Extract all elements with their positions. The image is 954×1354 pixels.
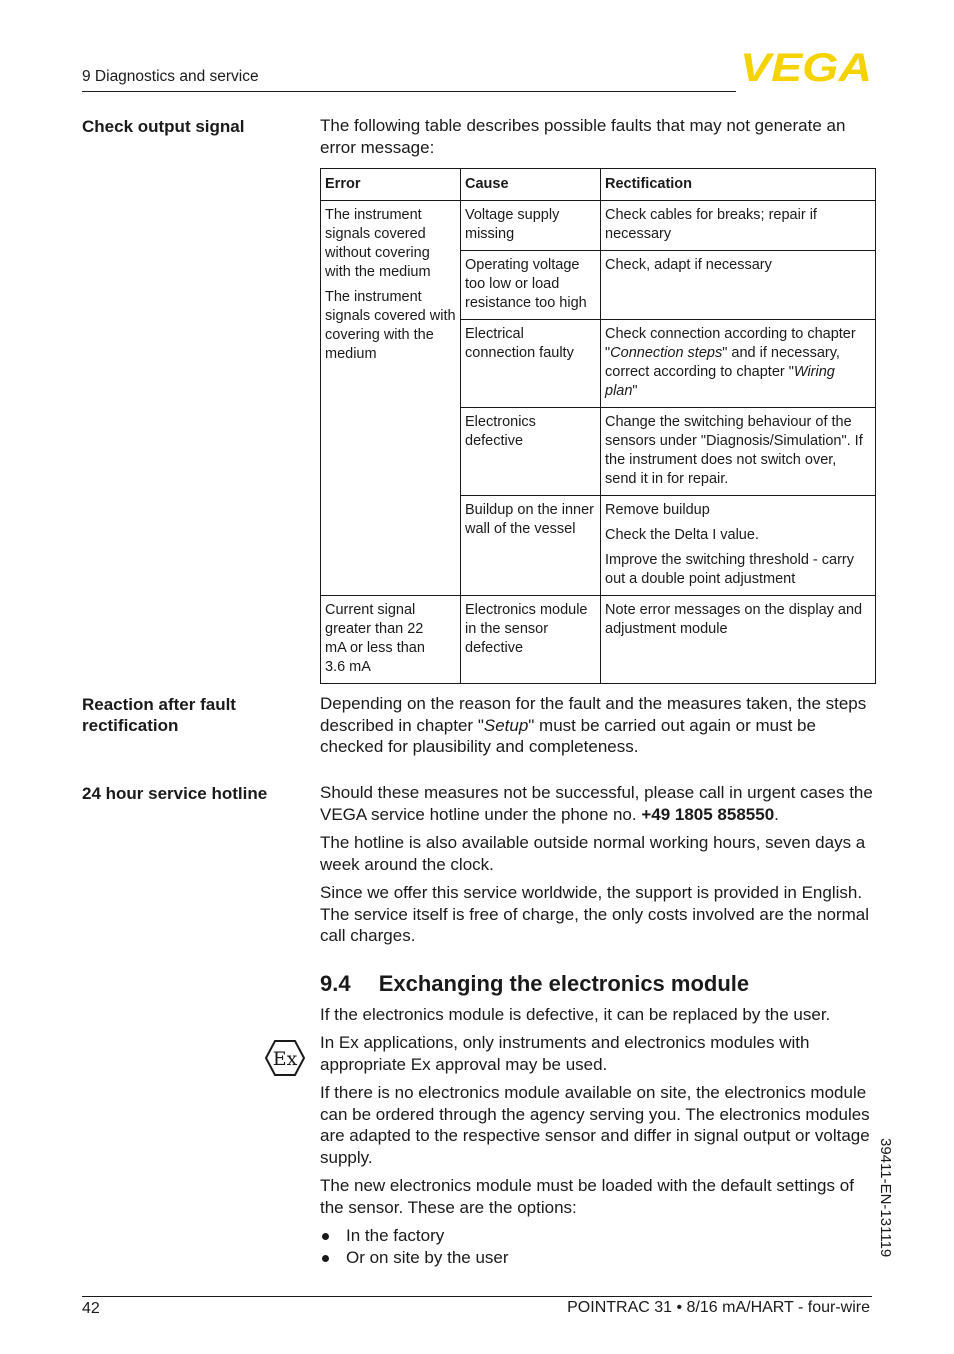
section-title: Exchanging the electronics module: [378, 971, 750, 996]
error-cell-covered: [321, 201, 461, 596]
error-cell-current: Current signal greater than 22 mA or less than 3.6 mA: [321, 596, 461, 684]
check-output-intro: The following table describes possible faults that may not generate an error message:: [320, 116, 846, 157]
hotline-paragraph: [320, 782, 880, 825]
hotline-paragraph: The hotline is also available outside normal working hours, seven days a week around the clock.: [320, 833, 866, 874]
reaction-label: Reaction after fault rectification: [82, 695, 236, 735]
footer-rule: [82, 1296, 872, 1297]
ex-symbol-text: Ex: [272, 1048, 298, 1070]
chapter-reference: Setup: [483, 715, 529, 735]
section-9-4-intro: If the electronics module is defective, it can be replaced by the user.: [320, 1005, 831, 1024]
fix-cell: Change the switching behaviour of the sensors under "Diagnosis/Simulation". If the instrument does not switch over, send it in for repair.: [601, 408, 876, 496]
fix-step: Remove buildup: [605, 502, 710, 518]
header-error: Error: [321, 169, 461, 201]
footer-product: POINTRAC 31 • 8/16 mA/HART - four-wire: [567, 1299, 870, 1316]
fix-text: ": [632, 383, 638, 399]
cause-cell: Voltage supply missing: [461, 201, 601, 251]
section-9-4-body: [320, 1032, 876, 1269]
hotline-phone-number: +49 1805 858550: [641, 804, 775, 824]
hotline-text-part: .: [774, 804, 779, 824]
page-number: 42: [82, 1300, 100, 1317]
hotline-label: 24 hour service hotline: [82, 784, 268, 803]
check-output-label: Check output signal: [82, 117, 245, 136]
fix-cell: Check, adapt if necessary: [601, 251, 876, 320]
ex-hexagon-icon: [264, 1039, 306, 1082]
cause-cell: Electronics module in the sensor defective: [461, 596, 601, 684]
fix-step: Improve the switching threshold - carry out a double point adjustment: [605, 552, 855, 587]
header-cause: Cause: [461, 169, 601, 201]
section-number: 9.4: [320, 971, 351, 996]
table-row: [321, 596, 876, 684]
header-rule: [82, 91, 736, 92]
vega-logo: [740, 50, 874, 91]
fix-cell: Check cables for breaks; repair if necessary: [601, 201, 876, 251]
options-list: [320, 1225, 876, 1269]
table-header-row: [321, 169, 876, 201]
cause-cell: Electrical connection faulty: [461, 320, 601, 408]
fix-cell: [601, 320, 876, 408]
fix-text: " and if necessary, correct according to chapter ": [605, 345, 840, 380]
section-heading: [320, 970, 749, 998]
chapter-reference: Wiring plan: [605, 364, 835, 399]
header-rectification: Rectification: [601, 169, 876, 201]
vega-logo-text: VEGA: [740, 50, 872, 86]
hotline-paragraph: Since we offer this service worldwide, the support is provided in English. The service itself is free of charge, the only costs involved are the normal call charges.: [320, 883, 869, 945]
error-text: The instrument signals covered with covering with the medium: [325, 289, 456, 362]
ex-note-paragraph: In Ex applications, only instruments and electronics modules with appropriate Ex approval may be used.: [320, 1033, 810, 1074]
header-section-title: 9 Diagnostics and service: [82, 68, 259, 85]
fault-table: [320, 168, 876, 684]
fix-cell: Note error messages on the display and adjustment module: [601, 596, 876, 684]
table-row: [321, 201, 876, 251]
reaction-text-part: Depending on the reason for the fault and the measures taken, the steps described in chapter ": [320, 694, 867, 735]
fix-cell: [601, 496, 876, 596]
cause-cell: Electronics defective: [461, 408, 601, 496]
reaction-text: [320, 693, 880, 758]
section-paragraph: If there is no electronics module available on site, the electronics module can be ordered through the agency serving you. The electronics modules are adapted to the respective sensor and differ in signal output or voltage supply.: [320, 1083, 870, 1167]
cause-cell: Buildup on the inner wall of the vessel: [461, 496, 601, 596]
chapter-reference: Connection steps: [610, 345, 723, 361]
section-paragraph: The new electronics module must be loaded with the default settings of the sensor. These are the options:: [320, 1176, 854, 1217]
fix-step: Check the Delta I value.: [605, 527, 759, 543]
fix-text: Check connection according to chapter ": [605, 326, 856, 361]
list-item: Or on site by the user: [320, 1247, 876, 1269]
document-code: 39411-EN-131119: [877, 1138, 894, 1258]
cause-cell: Operating voltage too low or load resistance too high: [461, 251, 601, 320]
error-text: The instrument signals covered without covering with the medium: [325, 207, 431, 280]
reaction-text-part: " must be carried out again or must be checked for plausibility and completeness.: [320, 715, 816, 756]
hotline-text: [320, 782, 880, 954]
hotline-text-part: Should these measures not be successful, please call in urgent cases the VEGA service hotline under the phone no.: [320, 783, 873, 824]
list-item: In the factory: [320, 1225, 876, 1247]
